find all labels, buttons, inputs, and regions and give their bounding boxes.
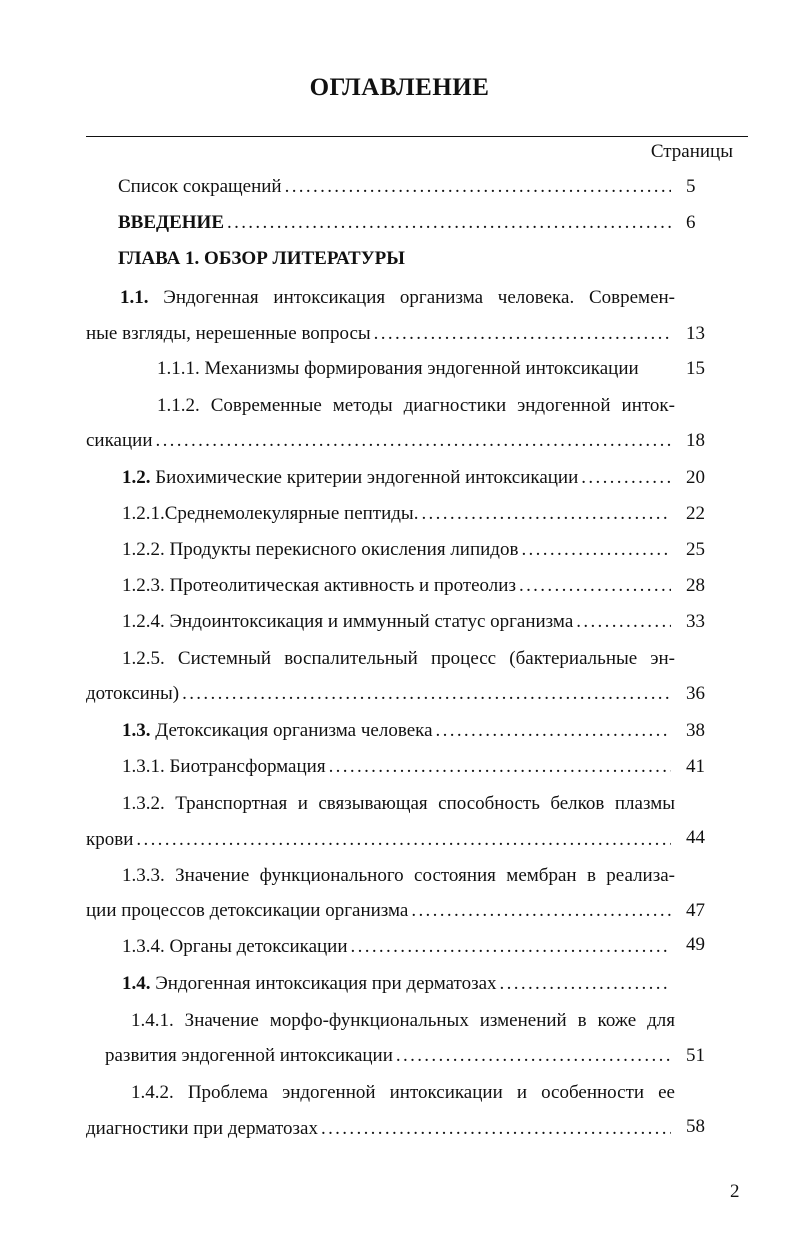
toc-page-number: 18 — [686, 430, 705, 451]
toc-entry-1-2-1[interactable] — [122, 500, 671, 528]
toc-entry-text: 1.3.4. Органы детоксикации — [122, 936, 348, 957]
toc-page-number: 20 — [686, 467, 705, 488]
toc-page-number: 58 — [686, 1116, 705, 1137]
toc-page-number: 49 — [686, 934, 705, 955]
toc-chapter-1-heading[interactable] — [118, 245, 405, 273]
toc-entry-1-4-1-continued[interactable] — [105, 1042, 671, 1070]
toc-entry-1-3-2-continued[interactable] — [86, 826, 671, 854]
toc-page-number: 38 — [686, 720, 705, 741]
header-rule — [86, 136, 748, 137]
toc-entry-text: 1.3.1. Биотрансформация — [122, 756, 326, 777]
pages-column-label: Страницы — [650, 141, 733, 162]
toc-entry-1-4[interactable] — [122, 970, 671, 998]
toc-entry-continuation: крови — [86, 829, 134, 850]
toc-entry-text: 1.4.2. Проблема эндогенной интоксикации и особенности ее — [131, 1082, 675, 1103]
toc-entry-text: 1.2.5. Системный воспалительный процесс (бактериальные эн- — [122, 648, 675, 669]
toc-entry-text: 1.1.1. Механизмы формирования эндогенной интоксикации — [157, 358, 639, 379]
toc-entry-1-2-2[interactable] — [122, 536, 671, 564]
toc-entry-1-1-1[interactable] — [157, 355, 639, 383]
toc-entry-continuation: ные взгляды, нерешенные вопросы — [86, 323, 371, 344]
toc-page-number: 25 — [686, 539, 705, 560]
toc-entry-text: Эндогенная интоксикация организма человека. Современ- — [148, 287, 675, 308]
toc-entry-continuation: сикации — [86, 430, 153, 451]
toc-entry-introduction[interactable] — [118, 209, 671, 237]
toc-entry-text: 1.3.2. Транспортная и связывающая способность белков плазмы — [122, 793, 675, 814]
toc-entry-1-2-5[interactable] — [122, 645, 675, 673]
toc-entry-continuation: развития эндогенной интоксикации — [105, 1045, 393, 1066]
toc-entry-1-2-5-continued[interactable] — [86, 680, 671, 708]
toc-entry-text: 1.2.3. Протеолитическая активность и протеолиз — [122, 575, 516, 596]
toc-entry-heading: ГЛАВА 1. ОБЗОР ЛИТЕРАТУРЫ — [118, 248, 405, 269]
toc-entry-number: 1.3. — [122, 720, 151, 741]
toc-page-number: 41 — [686, 756, 705, 777]
toc-page-number: 15 — [686, 358, 705, 379]
toc-page-number: 5 — [686, 176, 696, 197]
toc-entry-text: 1.1.2. Современные методы диагностики эндогенной инток- — [157, 395, 675, 416]
toc-entry-text: Список сокращений — [118, 176, 282, 197]
toc-entry-text: 1.3.3. Значение функционального состояния мембран в реализа- — [122, 865, 675, 886]
toc-entry-1-1[interactable] — [120, 284, 675, 312]
toc-entry-1-3-4[interactable] — [122, 933, 671, 961]
toc-entry-text: Эндогенная интоксикация при дерматозах — [150, 973, 497, 994]
toc-entry-heading: ВВЕДЕНИЕ — [118, 212, 224, 233]
toc-entry-1-1-continued[interactable] — [86, 320, 671, 348]
toc-entry-text: 1.2.2. Продукты перекисного окисления липидов — [122, 539, 519, 560]
toc-entry-1-2[interactable] — [122, 464, 671, 492]
toc-entry-continuation: диагностики при дерматозах — [86, 1118, 318, 1139]
toc-entry-1-2-3[interactable] — [122, 572, 671, 600]
toc-entry-text: 1.4.1. Значение морфо-функциональных изменений в коже для — [131, 1010, 675, 1031]
toc-page-number: 28 — [686, 575, 705, 596]
toc-entry-1-3-2[interactable] — [122, 790, 675, 818]
toc-entry-number: 1.2. — [122, 467, 151, 488]
toc-entry-text: Детоксикация организма человека — [150, 720, 433, 741]
page-title: ОГЛАВЛЕНИЕ — [309, 74, 490, 101]
toc-entry-text: 1.2.1.Среднемолекулярные пептиды. — [122, 503, 419, 524]
toc-entry-1-4-1[interactable] — [131, 1007, 675, 1035]
toc-entry-1-3-1[interactable] — [122, 753, 671, 781]
page-number: 2 — [730, 1181, 740, 1202]
toc-page-number: 13 — [686, 323, 705, 344]
toc-entry-1-4-2[interactable] — [131, 1079, 675, 1107]
toc-page-number: 22 — [686, 503, 705, 524]
toc-entry-continuation: ции процессов детоксикации организма — [86, 900, 409, 921]
toc-entry-text: Биохимические критерии эндогенной интоксикации — [150, 467, 579, 488]
toc-entry-1-1-2[interactable] — [157, 392, 675, 420]
toc-entry-1-4-2-continued[interactable] — [86, 1115, 671, 1143]
toc-page-number: 51 — [686, 1045, 705, 1066]
toc-entry-number: 1.4. — [122, 973, 151, 994]
toc-entry-text: 1.2.4. Эндоинтоксикация и иммунный статус организма — [122, 611, 574, 632]
toc-page-number: 47 — [686, 900, 705, 921]
toc-page-number: 36 — [686, 683, 705, 704]
toc-entry-continuation: дотоксины) — [86, 683, 180, 704]
toc-page-number: 33 — [686, 611, 705, 632]
toc-entry-1-2-4[interactable] — [122, 608, 671, 636]
toc-entry-number: 1.1. — [120, 287, 149, 308]
toc-page-number: 44 — [686, 827, 705, 848]
toc-entry-abbreviations[interactable] — [118, 173, 671, 201]
toc-entry-1-3-3[interactable] — [122, 862, 675, 890]
toc-entry-1-3-3-continued[interactable] — [86, 897, 671, 925]
toc-page-number: 6 — [686, 212, 696, 233]
toc-entry-1-1-2-continued[interactable] — [86, 427, 671, 455]
toc-entry-1-3[interactable] — [122, 717, 671, 745]
